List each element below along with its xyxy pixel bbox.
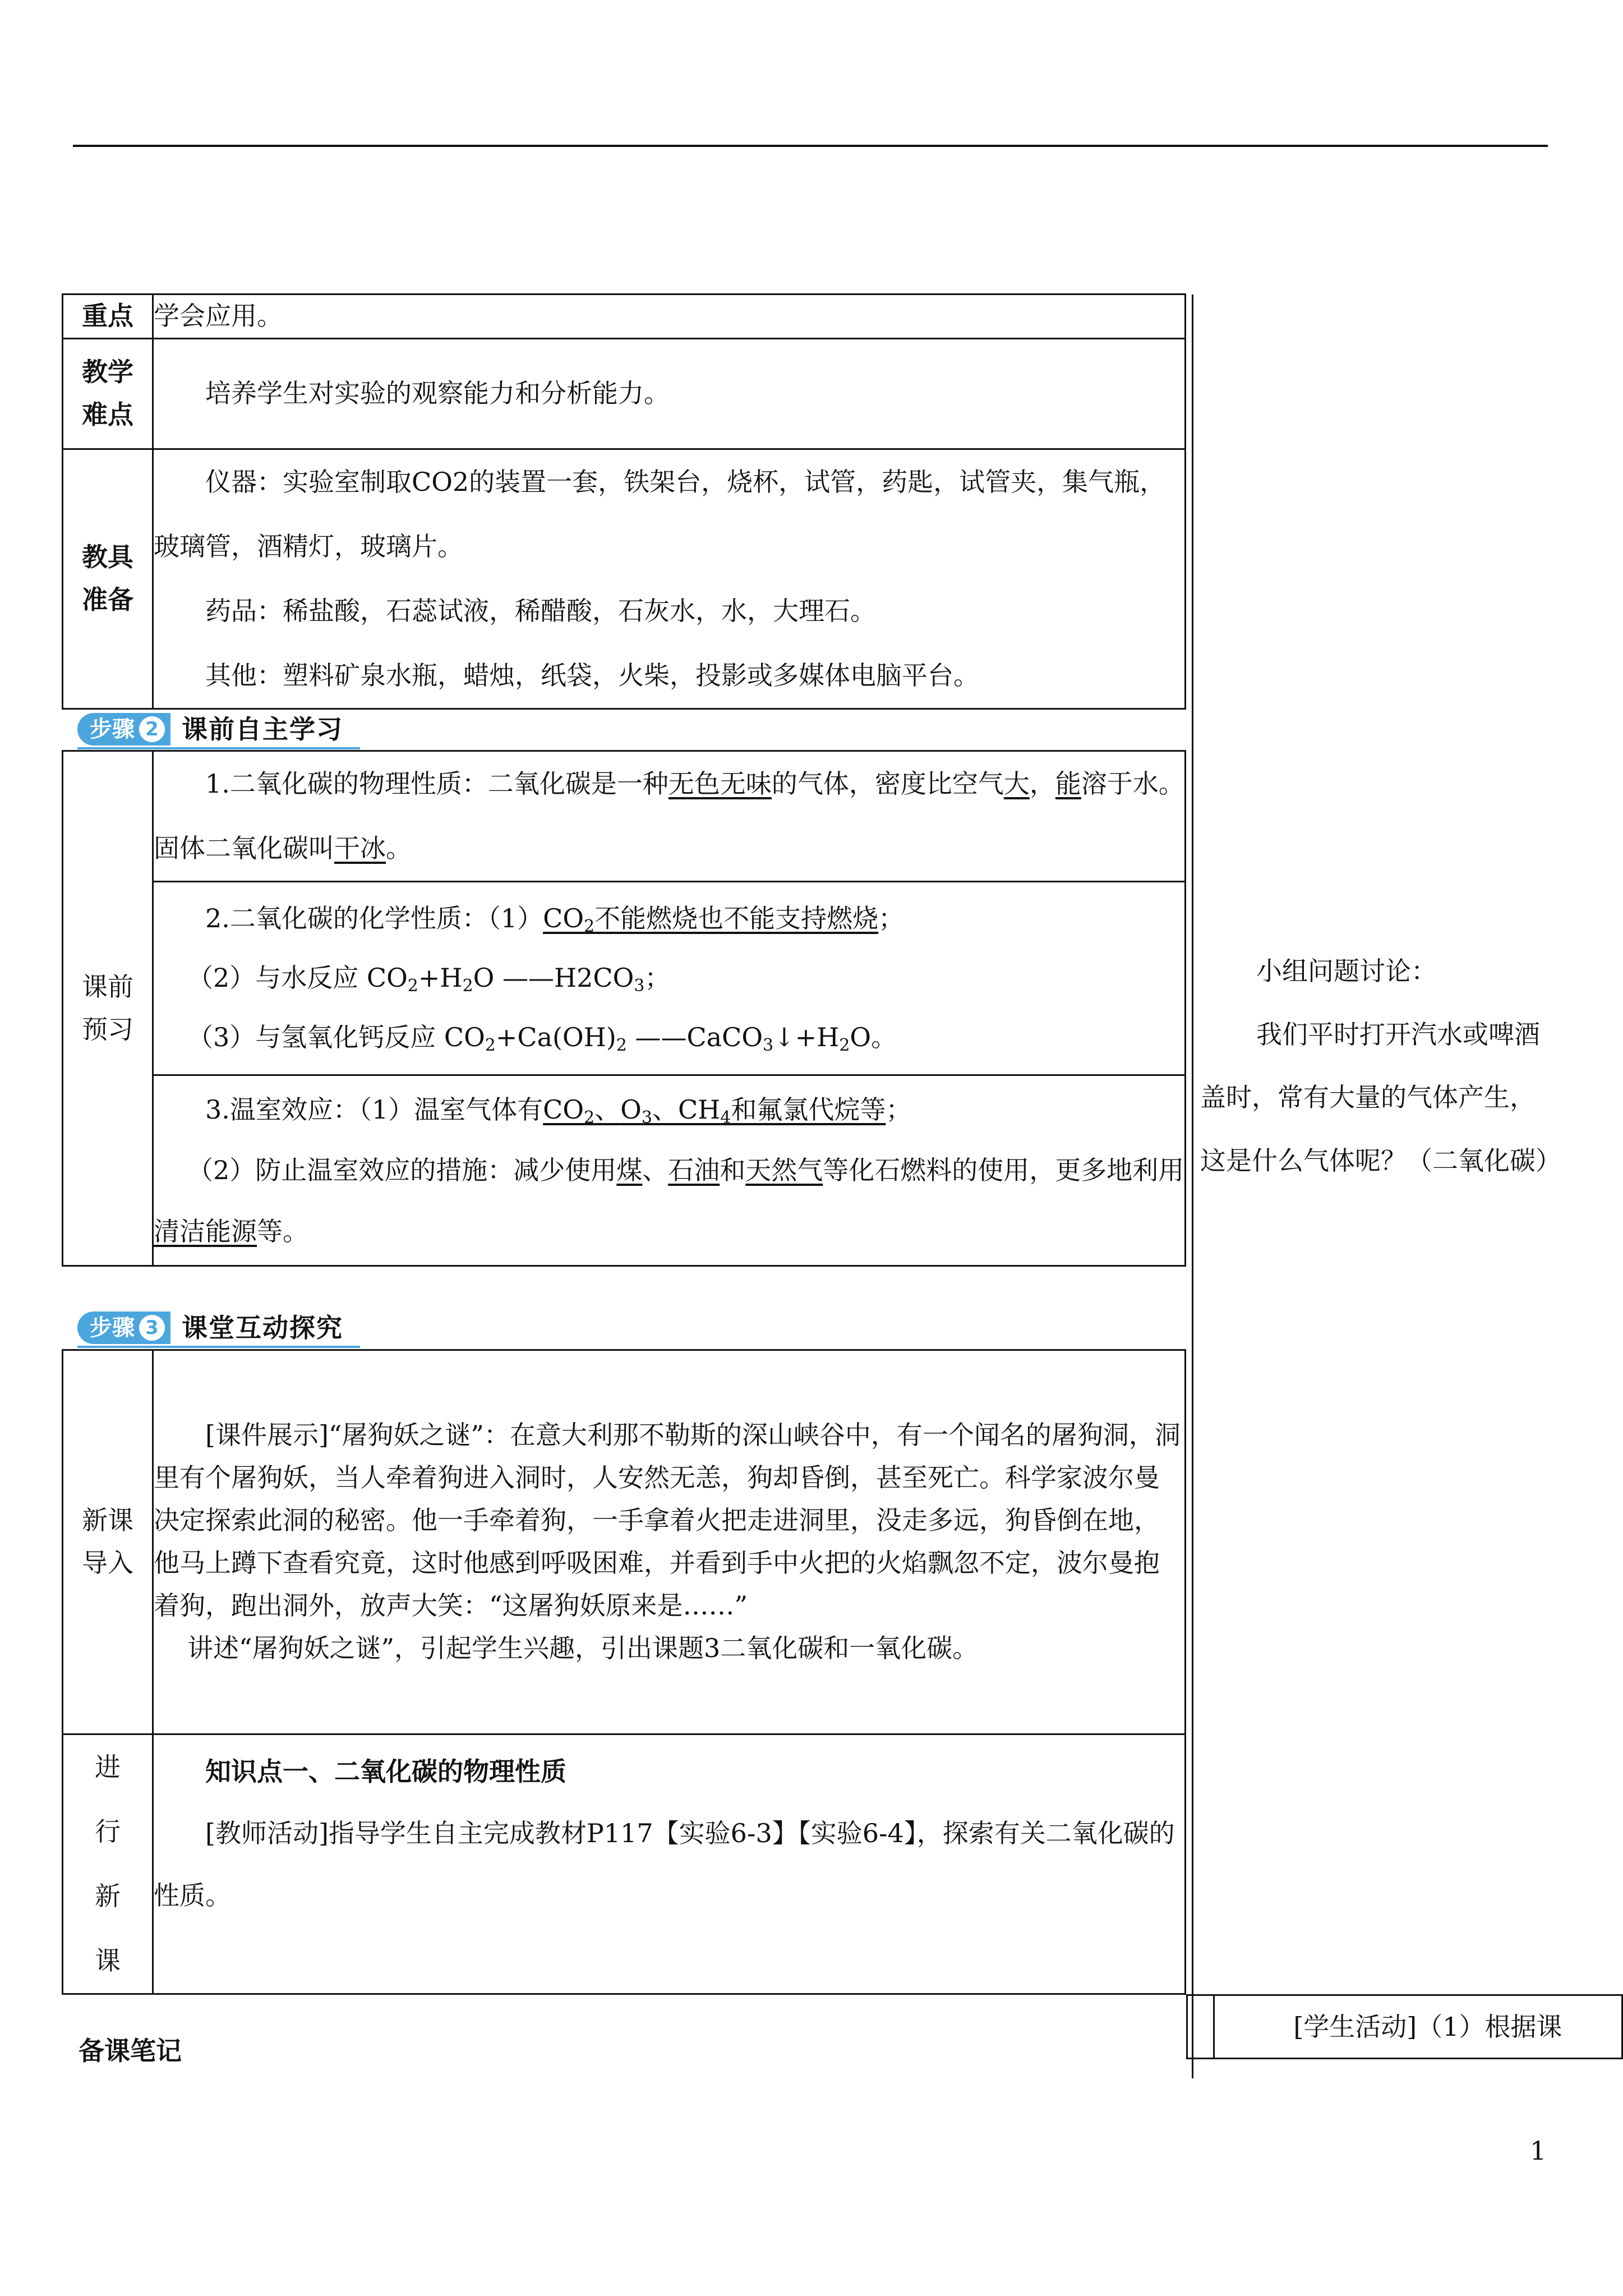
intro-text [153,1350,1186,1734]
preview-item-3: 3.温室效应：（1）温室气体有$CO_2$、$O_3$、$CH_4$和氟氯代烷等； （2）防止温室效应的措施：减少使用煤、石油和天然气等化石燃料的使用，更多地利用清洁能源等。 [153,1075,1186,1266]
header-rule [73,145,1548,147]
step3-number-badge: 3 [139,1315,165,1341]
tools-line-other: 其他：塑料矿泉水瓶，蜡烛，纸袋，火柴，投影或多媒体电脑平台。 [205,660,979,691]
intro-label: 新课导入 [63,1350,153,1734]
tools-label: 教具准备 [63,449,153,708]
column-divider [1192,295,1193,2078]
step2-number-badge: 2 [139,716,165,742]
step3-title: 课堂互动探究 [182,1312,343,1343]
side-text: 我们平时打开汽水或啤酒盖时，常有大量的气体产生，这是什么气体呢？（二氧化碳） [1200,1019,1561,1176]
focus-label: 重点 [63,295,153,339]
lesson-info-table [62,293,1186,710]
difficulty-label: 教学难点 [63,338,153,449]
classroom-table [62,1349,1186,1995]
intro-summary: 讲述“屠狗妖之谜”，引起学生兴趣，引出课题3二氧化碳和一氧化碳。 [187,1632,979,1663]
new-lesson-text [153,1734,1186,1994]
intro-story: [课件展示]“屠狗妖之谜”：在意大利那不勒斯的深山峡谷中，有一个闻名的屠狗洞，洞里有个屠狗妖，当人牵着狗进入洞时，人安然无恙，狗却昏倒，甚至死亡。科学家波尔曼决定探索此洞的秘密。他一手牵着狗，一手拿着火把走进洞里，没走多远，狗昏倒在地，他马上蹲下查看究竟，这时他感到呼吸困难，并看到手中火把的火焰飘忽不定，波尔曼抱着狗，跑出洞外，放声大笑：“这屠狗妖原来是……” [154,1420,1181,1621]
notes-heading: 备课笔记 [79,2036,182,2066]
step2-banner [77,711,343,747]
side-heading: 小组问题讨论： [1256,956,1437,986]
preview-table [62,750,1186,1267]
new-lesson-label: 进 行 新 课 [63,1734,153,1994]
preview-item-2: 2.二氧化碳的化学性质：$(1)CO_2$不能燃烧也不能支持燃烧； （2）与水反应 $CO_2+H_2O$ $——H2CO_3$； （3）与氢氧化钙反应 $CO_2+Ca(OH)_2$ $——CaCO_3↓+H_2O$。 [153,882,1186,1075]
difficulty-text: 培养学生对实验的观察能力和分析能力。 [153,338,1186,449]
side-discussion [1200,940,1561,1193]
step3-banner [77,1310,343,1346]
step2-title: 课前自主学习 [182,714,343,744]
student-activity-table [1186,1994,1623,2059]
page-number: 1 [1530,2136,1547,2166]
preview-item-1: 1.二氧化碳的物理性质：二氧化碳是一种无色无味的气体，密度比空气大，能溶于水。固体二氧化碳叫干冰。 [153,751,1186,882]
focus-text: 学会应用。 [153,295,1186,339]
tools-line-chemicals: 药品：稀盐酸，石蕊试液，稀醋酸，石灰水，水，大理石。 [205,595,876,626]
teacher-activity: [教师活动]指导学生自主完成教材P117【实验6-3】【实验6-4】，探索有关二氧化碳的性质。 [154,1818,1175,1911]
tools-text [153,449,1186,708]
knowledge-point-title: 知识点一、二氧化碳的物理性质 [205,1756,566,1787]
student-activity-text: [学生活动]（1）根据课 [1214,1995,1622,2059]
preview-label: 课前预习 [63,751,153,1266]
tools-line-instruments: 仪器：实验室制取CO2的装置一套，铁架台，烧杯，试管，药匙，试管夹，集气瓶，玻璃管，酒精灯，玻璃片。 [154,466,1166,562]
step2-tag: 步骤 2 [77,713,170,746]
step3-tag: 步骤 3 [77,1312,170,1344]
